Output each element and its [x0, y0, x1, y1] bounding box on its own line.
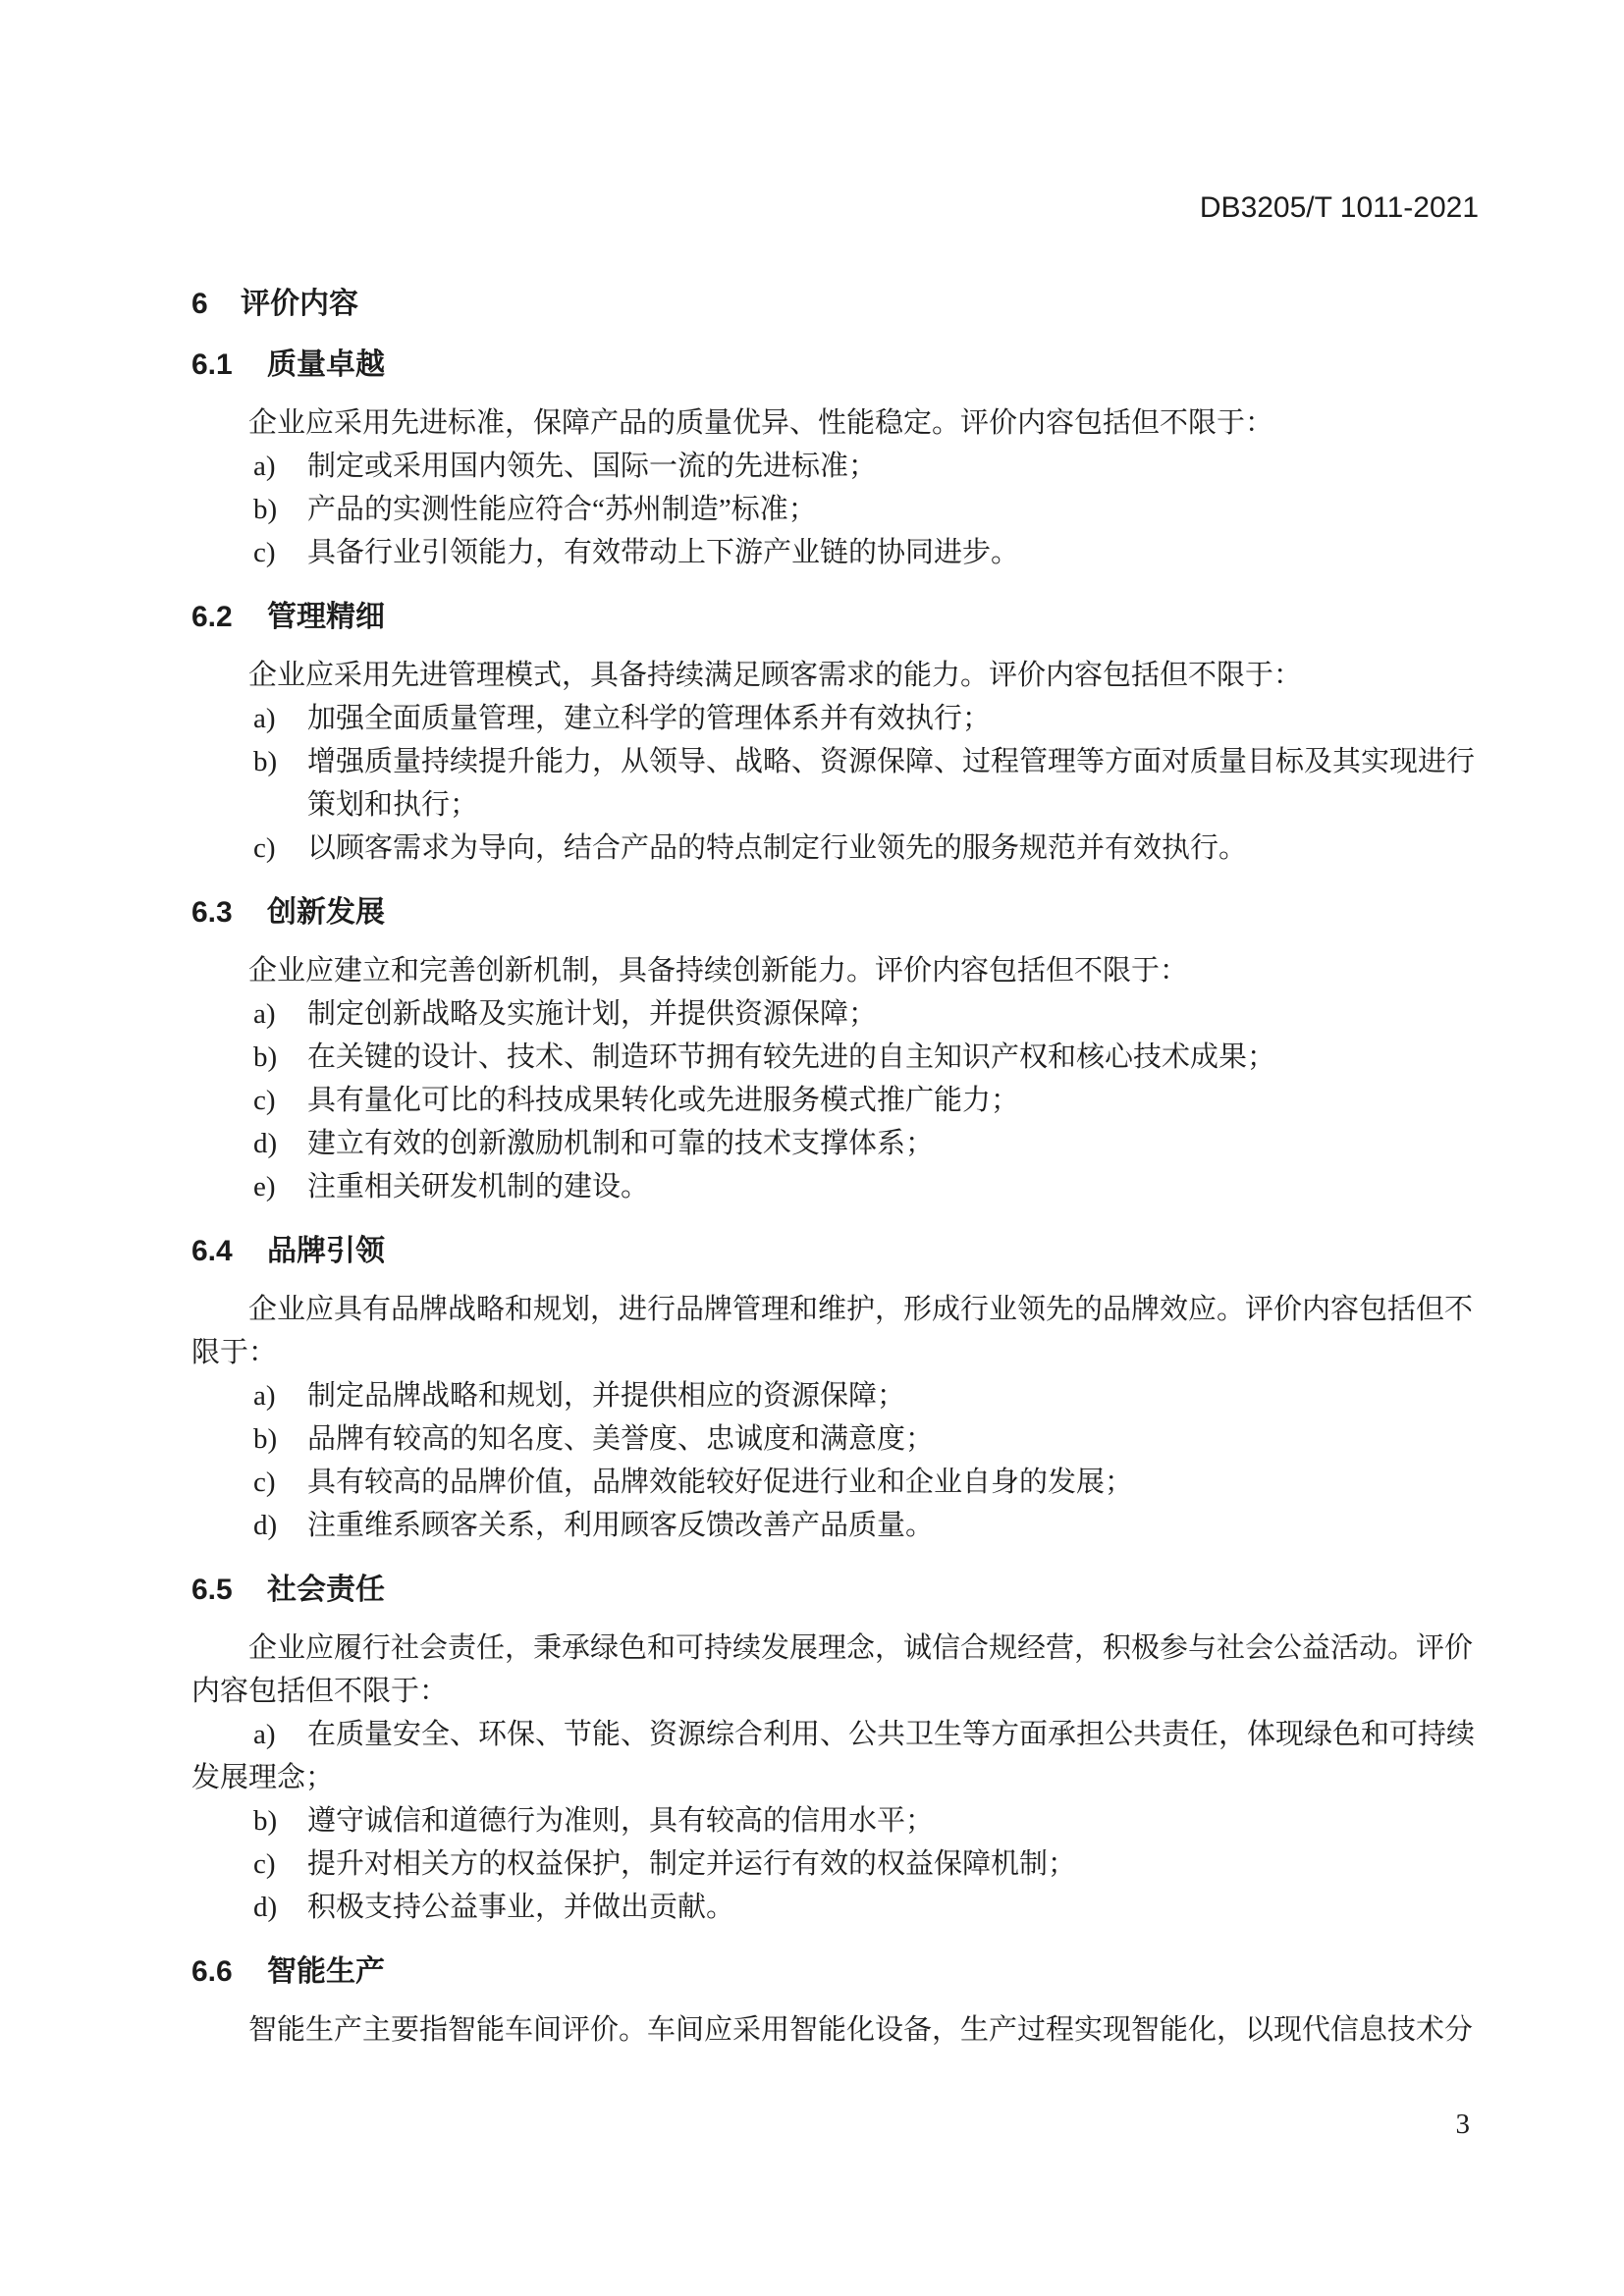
item-text: 遵守诚信和道德行为准则，具有较高的信用水平；	[307, 1805, 935, 1837]
item-label: a)	[253, 703, 276, 734]
list-item	[191, 1799, 1479, 1842]
list-item	[191, 1504, 1479, 1547]
item-text: 产品的实测性能应符合“苏州制造”标准；	[307, 494, 817, 525]
section-number: 6.2	[191, 601, 233, 633]
section-6-4	[191, 1234, 1479, 1547]
item-text: 积极支持公益事业，并做出贡献。	[307, 1892, 735, 1923]
section-intro: 企业应采用先进管理模式，具备持续满足顾客需求的能力。评价内容包括但不限于：	[248, 660, 1303, 691]
section-title: 质量卓越	[267, 348, 385, 381]
list-item	[191, 827, 1479, 870]
chapter-number: 6	[191, 288, 208, 320]
section-title: 创新发展	[267, 896, 385, 929]
list-item	[191, 1461, 1479, 1504]
chapter-title: 评价内容	[241, 288, 358, 320]
section-6-1	[191, 347, 1479, 574]
chapter-heading	[191, 287, 1479, 322]
doc-code: DB3205/T 1011-2021	[1199, 191, 1479, 224]
section-6-5	[191, 1573, 1479, 1929]
item-label: c)	[253, 537, 276, 568]
item-text: 制定或采用国内领先、国际一流的先进标准；	[307, 451, 878, 482]
section-intro: 企业应采用先进标准，保障产品的质量优异、性能稳定。评价内容包括但不限于：	[248, 407, 1274, 439]
list-item	[191, 1842, 1479, 1886]
list-item	[191, 488, 1479, 531]
section-6-2	[191, 600, 1479, 870]
item-label: b)	[253, 746, 278, 777]
item-label: d)	[253, 1128, 278, 1159]
section-number: 6.1	[191, 348, 233, 381]
section-heading	[191, 1234, 1479, 1269]
item-label: a)	[253, 451, 276, 482]
section-heading	[191, 600, 1479, 635]
item-text: 制定创新战略及实施计划，并提供资源保障；	[307, 998, 878, 1030]
item-label: e)	[253, 1171, 276, 1202]
section-title: 社会责任	[267, 1574, 385, 1606]
item-label: c)	[253, 832, 276, 864]
section-intro: 企业应建立和完善创新机制，具备持续创新能力。评价内容包括但不限于：	[248, 955, 1189, 987]
item-label: c)	[253, 1085, 276, 1116]
section-intro: 企业应履行社会责任，秉承绿色和可持续发展理念，诚信合规经营，积极参与社会公益活动。评价内容包括但不限于：	[191, 1632, 1474, 1707]
item-text: 在关键的设计、技术、制造环节拥有较先进的自主知识产权和核心技术成果；	[307, 1041, 1276, 1073]
section-number: 6.6	[191, 1955, 233, 1988]
item-text: 具有量化可比的科技成果转化或先进服务模式推广能力；	[307, 1085, 1020, 1116]
item-text: 具备行业引领能力，有效带动上下游产业链的协同进步。	[307, 537, 1020, 568]
list-item	[191, 697, 1479, 740]
section-intro: 智能生产主要指智能车间评价。车间应采用智能化设备，生产过程实现智能化，以现代信息技术分	[248, 2014, 1474, 2046]
item-label: b)	[253, 1041, 278, 1073]
list-item	[191, 1079, 1479, 1122]
section-intro: 企业应具有品牌战略和规划，进行品牌管理和维护，形成行业领先的品牌效应。评价内容包括但不限于：	[191, 1294, 1474, 1368]
list-item	[191, 445, 1479, 488]
item-text: 具有较高的品牌价值，品牌效能较好促进行业和企业自身的发展；	[307, 1467, 1134, 1498]
section-heading	[191, 895, 1479, 931]
item-label: c)	[253, 1848, 276, 1880]
item-text: 注重维系顾客关系，利用顾客反馈改善产品质量。	[307, 1510, 935, 1541]
item-label: a)	[253, 1719, 276, 1750]
section-number: 6.5	[191, 1574, 233, 1606]
item-text: 注重相关研发机制的建设。	[307, 1171, 650, 1202]
item-text: 在质量安全、环保、节能、资源综合利用、公共卫生等方面承担公共责任，体现绿色和可持续发展理念；	[191, 1719, 1476, 1793]
document-header	[191, 192, 1479, 224]
list-item	[191, 1713, 1479, 1799]
section-6-6	[191, 1954, 1479, 2052]
list-item	[191, 1165, 1479, 1208]
item-label: d)	[253, 1892, 278, 1923]
page-number: 3	[1455, 2109, 1470, 2140]
list-item	[191, 992, 1479, 1036]
item-label: b)	[253, 1423, 278, 1455]
item-text: 制定品牌战略和规划，并提供相应的资源保障；	[307, 1380, 906, 1412]
item-text: 以顾客需求为导向，结合产品的特点制定行业领先的服务规范并有效执行。	[307, 832, 1248, 864]
section-heading	[191, 347, 1479, 383]
list-item	[191, 740, 1479, 827]
list-item	[191, 1122, 1479, 1165]
section-title: 智能生产	[267, 1955, 385, 1988]
list-item	[191, 1886, 1479, 1929]
section-heading	[191, 1573, 1479, 1608]
item-label: b)	[253, 1805, 278, 1837]
item-label: a)	[253, 998, 276, 1030]
section-heading	[191, 1954, 1479, 1990]
section-number: 6.3	[191, 896, 233, 929]
section-title: 品牌引领	[267, 1235, 385, 1267]
item-text: 品牌有较高的知名度、美誉度、忠诚度和满意度；	[307, 1423, 935, 1455]
item-text: 增强质量持续提升能力，从领导、战略、资源保障、过程管理等方面对质量目标及其实现进行策划和执行；	[307, 746, 1476, 821]
item-label: c)	[253, 1467, 276, 1498]
item-label: d)	[253, 1510, 278, 1541]
item-text: 加强全面质量管理，建立科学的管理体系并有效执行；	[307, 703, 992, 734]
list-item	[191, 531, 1479, 574]
section-title: 管理精细	[267, 601, 385, 633]
section-number: 6.4	[191, 1235, 233, 1267]
item-label: a)	[253, 1380, 276, 1412]
item-label: b)	[253, 494, 278, 525]
section-6-3	[191, 895, 1479, 1208]
list-item	[191, 1374, 1479, 1417]
item-text: 建立有效的创新激励机制和可靠的技术支撑体系；	[307, 1128, 935, 1159]
item-text: 提升对相关方的权益保护，制定并运行有效的权益保障机制；	[307, 1848, 1077, 1880]
list-item	[191, 1417, 1479, 1461]
list-item	[191, 1036, 1479, 1079]
